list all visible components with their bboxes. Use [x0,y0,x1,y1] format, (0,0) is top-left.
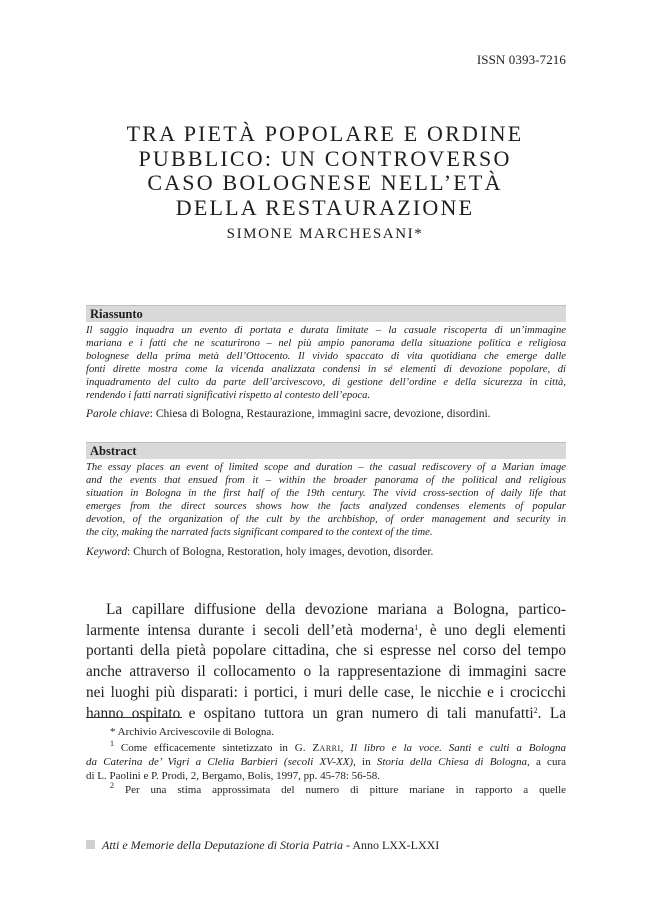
riassunto-line: mariana e i fatti che ne scaturirono – nel più ampio panorama della situazione politica e religiosa [86,338,566,349]
journal-name: Atti e Memorie della Deputazione di Storia Patria [102,838,343,852]
riassunto-line: Il saggio inquadra un evento di portata e durata limitate – la casuale riscoperta di un’immagine [86,325,566,336]
abstract-line: emerges from the direct sources shows how the facts analyzed condenses elements of popular [86,501,566,512]
square-icon [86,840,95,849]
abstract-heading-box [86,442,566,459]
abstract-line: devotion, of the organization of the cult by the archbishop, of order management and security in [86,514,566,525]
riassunto-line: inquadramento del culto da parte dell’arcivescovo, di gestione dell’ordine e della sicurezza in città, [86,377,566,388]
abstract-text [86,461,566,539]
journal-year: Anno LXX-LXXI [352,838,440,852]
article-title [90,122,560,220]
body-line: anche attraverso il collocamento o la rappresentazione di immagini sacre [86,663,566,681]
body-line: portanti della pietà popolare cittadina, che si espresse nel corso del tempo [86,642,566,660]
body-line: hanno ospitato e ospitano tuttora un gran numero di tali manufatti$^2$. La [86,704,566,722]
keywords-label: Parole chiave [86,408,150,420]
title-line: DELLA RESTAURAZIONE [175,194,475,220]
title-line: PUBBLICO: UN CONTROVERSO [138,145,512,171]
body-line: La capillare diffusione della devozione mariana a Bologna, partico- [106,601,566,618]
author: SIMONE MARCHESANI* [226,226,424,242]
keywords-text: : Church of Bologna, Restoration, holy images, devotion, disorder. [127,546,434,558]
footnote-2 [86,783,566,797]
abstract-line: the city, making the narrated facts significant compared to the context of the time. [86,527,433,538]
abstract-line: situation in Bologna in the first half of the 19th century. The vivid cross-section of daily life that [86,488,566,499]
footnote-line: $^1$ Come efficacemente sintetizzato in G. Zarri, Il libro e la voce. Santi e culti a Bologna [110,739,566,754]
riassunto-heading-box [86,305,566,322]
keywords-text: : Chiesa di Bologna, Restaurazione, immagini sacre, devozione, disordini. [149,408,491,420]
riassunto-line: fonti dirette mostra come la vicenda analizzata condensi in sé elementi di devozione popolare, di [86,364,566,375]
footnote-line: $^2$ Per una stima approssimata del numero di pitture mariane in rapporto a quelle [110,781,567,796]
footnote-ref[interactable]: 1 [414,622,419,632]
footnote-1 [86,741,566,783]
abstract-heading: Abstract [90,444,137,458]
body-line: nei luoghi più disparati: i portici, i muri delle case, le nicchie e i crocicchi [86,683,566,701]
footnote-ref[interactable]: 2 [533,705,538,715]
footnote-line: da Caterina de’ Vigri a Clelia Barbieri (secoli XV-XX), in Storia della Chiesa di Bologna, a cura [86,756,566,768]
title-line: TRA PIETÀ POPOLARE E ORDINE [126,121,524,146]
page-footer: Atti e Memorie della Deputazione di Storia Patria - Anno LXX-LXXI [86,838,439,853]
footnote-divider [86,717,182,718]
keywords-label: Keyword [86,546,128,558]
body-text [86,600,566,724]
abstract-line: and the events that ensued from it – within the broader panorama of the political and religious [86,475,566,486]
title-line: CASO BOLOGNESE NELL’ETÀ [147,170,503,195]
riassunto-line: bolognese della prima metà dell’Ottocento. Il vivido spaccato di vita quotidiana che emerge dalle [86,351,566,362]
body-line: larmente intensa durante i secoli dell’età moderna$^1$, è uno degli elementi [86,621,566,639]
riassunto-heading: Riassunto [90,307,143,321]
footnote-star: * Archivio Arcivescovile di Bologna. [110,726,275,738]
issn: ISSN 0393-7216 [476,52,566,67]
footnote-line: di L. Paolini e P. Prodi, 2, Bergamo, Bolis, 1997, pp. 45-78: 56-58. [86,770,381,782]
abstract-keywords [86,545,566,559]
riassunto-text [86,324,566,402]
abstract-line: The essay places an event of limited scope and duration – the casual rediscovery of a Marian image [86,462,566,473]
riassunto-line: rendendo i fatti narrati significativi rispetto al contesto dell’epoca. [86,390,371,401]
riassunto-keywords [86,407,566,421]
